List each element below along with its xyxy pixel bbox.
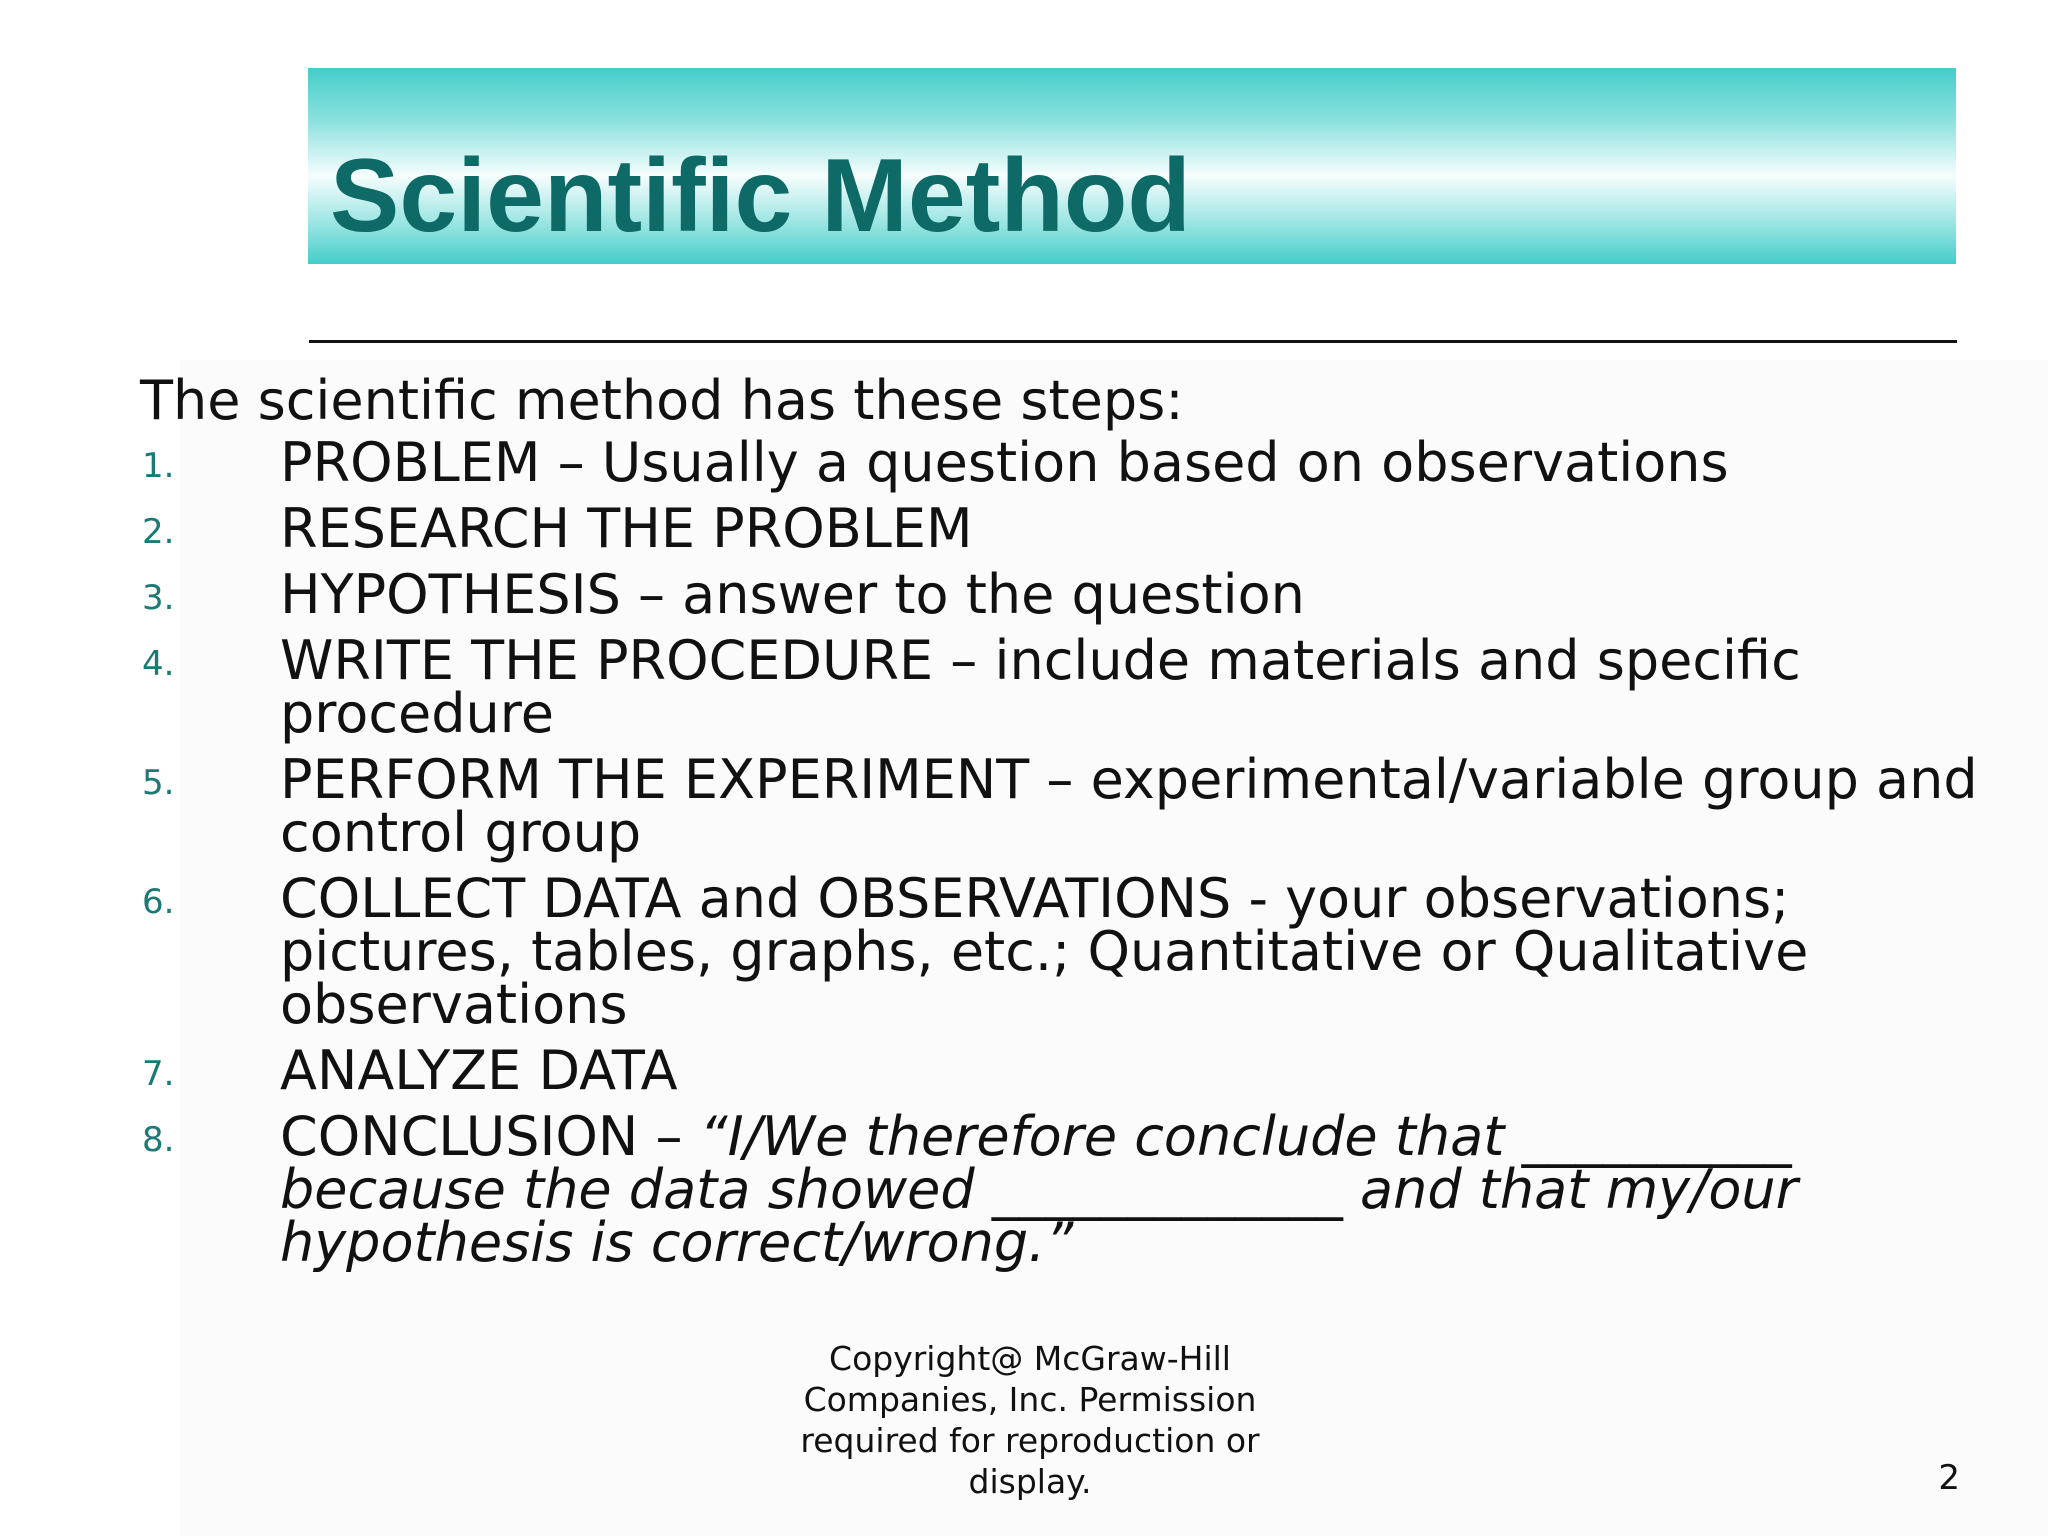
steps-list xyxy=(140,431,1980,1274)
step-number: 1. xyxy=(142,446,175,486)
step-number: 6. xyxy=(142,882,175,922)
step-text: RESEARCH THE PROBLEM xyxy=(280,497,973,560)
list-item xyxy=(140,867,1980,1036)
title-divider xyxy=(309,340,1957,343)
step-number: 5. xyxy=(142,763,175,803)
step-number: 3. xyxy=(142,578,175,618)
step-text: WRITE THE PROCEDURE – include materials and specific procedure xyxy=(280,629,1801,745)
step-number: 7. xyxy=(142,1054,175,1094)
list-item xyxy=(140,431,1980,494)
list-item xyxy=(140,1039,1980,1102)
list-item xyxy=(140,748,1980,864)
step-text-plain: CONCLUSION – xyxy=(280,1105,700,1168)
list-item xyxy=(140,1105,1980,1274)
step-text-italic: “I/We therefore conclude that __________ because the data showed _____________ and that my/our hypothesis is correct/wrong.” xyxy=(280,1105,1798,1274)
step-text: PERFORM THE EXPERIMENT – experimental/variable group and control group xyxy=(280,748,1978,864)
step-number: 4. xyxy=(142,644,175,684)
list-item xyxy=(140,629,1980,745)
page-number: 2 xyxy=(1938,1458,1960,1498)
step-text: ANALYZE DATA xyxy=(280,1039,678,1102)
step-text-conclusion xyxy=(280,1105,1980,1274)
step-number: 2. xyxy=(142,512,175,552)
step-text: PROBLEM – Usually a question based on observations xyxy=(280,431,1729,494)
slide-body xyxy=(140,370,1980,1282)
list-item xyxy=(140,563,1980,626)
step-text: COLLECT DATA and OBSERVATIONS - your observations; pictures, tables, graphs, etc.; Quantitative or Qualitative observations xyxy=(280,867,1809,1036)
slide-title: Scientific Method xyxy=(330,138,1191,254)
step-number: 8. xyxy=(142,1120,175,1160)
list-item xyxy=(140,497,1980,560)
copyright-footer: Copyright@ McGraw-Hill Companies, Inc. Permission required for reproduction or display. xyxy=(800,1339,1260,1501)
step-text: HYPOTHESIS – answer to the question xyxy=(280,563,1305,626)
intro-text: The scientific method has these steps: xyxy=(140,369,1184,432)
